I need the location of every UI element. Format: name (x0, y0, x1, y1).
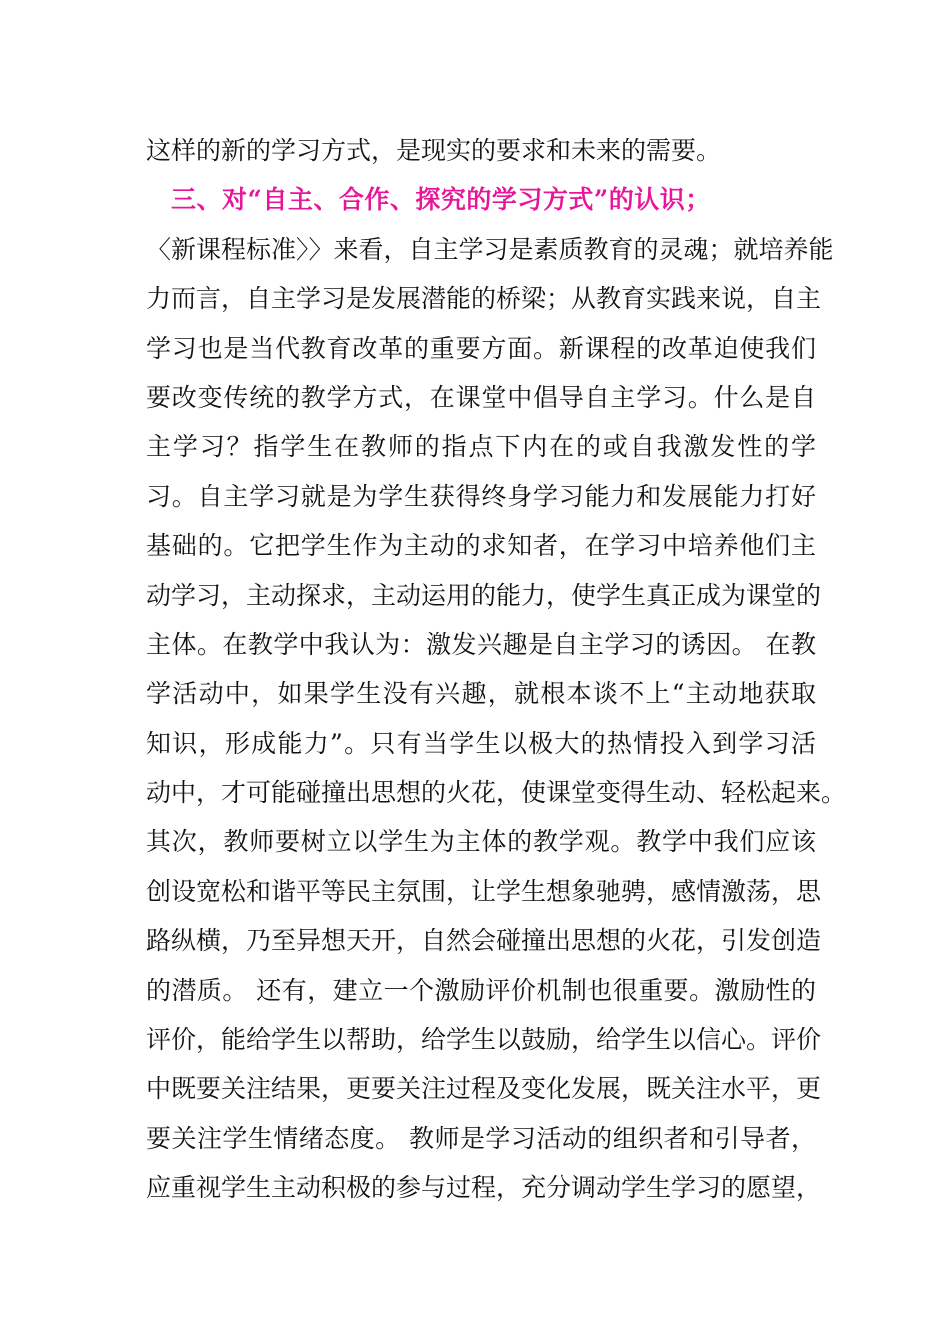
body-line: 习。自主学习就是为学生获得终身学习能力和发展能力打好 (146, 481, 816, 511)
body-line: 其次，教师要树立以学生为主体的教学观。教学中我们应该 (146, 827, 816, 857)
body-line: 主学习？指学生在教师的指点下内在的或自我激发性的学 (146, 432, 816, 462)
body-line: 〈新课程标准〉〉来看，自主学习是素质教育的灵魂；就培养能 (146, 234, 834, 264)
body-line: 动学习，主动探求，主动运用的能力，使学生真正成为课堂的 (146, 580, 822, 610)
body-line: 学习也是当代教育改革的重要方面。新课程的改革迫使我们 (146, 333, 816, 363)
body-line: 学活动中，如果学生没有兴趣，就根本谈不上“主动地获取 (146, 679, 816, 709)
body-line: 知识，形成能力”。只有当学生以极大的热情投入到学习活 (146, 728, 816, 758)
body-line: 创设宽松和谐平等民主氛围，让学生想象驰骋，感情激荡，思 (146, 876, 822, 906)
body-line: 评价，能给学生以帮助，给学生以鼓励，给学生以信心。评价 (146, 1025, 822, 1055)
body-line: 主体。在教学中我认为：激发兴趣是自主学习的诱因。 在教 (146, 629, 816, 659)
body-line: 的潜质。 还有，建立一个激励评价机制也很重要。激励性的 (146, 975, 816, 1005)
body-line: 要改变传统的教学方式，在课堂中倡导自主学习。什么是自 (146, 382, 816, 412)
body-line: 要关注学生情绪态度。 教师是学习活动的组织者和引导者， (146, 1123, 816, 1153)
document-body (146, 126, 847, 1213)
body-line: 力而言，自主学习是发展潜能的桥梁；从教育实践来说，自主 (146, 284, 822, 314)
body-line: 中既要关注结果，更要关注过程及变化发展，既关注水平，更 (146, 1074, 822, 1104)
paragraph-closing-line: 这样的新的学习方式，是现实的要求和未来的需要。 (146, 136, 722, 165)
body-line: 基础的。它把学生作为主动的求知者，在学习中培养他们主 (146, 531, 816, 561)
body-line: 应重视学生主动积极的参与过程，充分调动学生学习的愿望， (146, 1173, 822, 1203)
body-line: 路纵横，乃至异想天开，自然会碰撞出思想的火花，引发创造 (146, 926, 822, 956)
section-heading: 三、对“自主、合作、探究的学习方式”的认识； (171, 185, 711, 215)
body-line: 动中，才可能碰撞出思想的火花，使课堂变得生动、轻松起来。 (146, 778, 847, 808)
